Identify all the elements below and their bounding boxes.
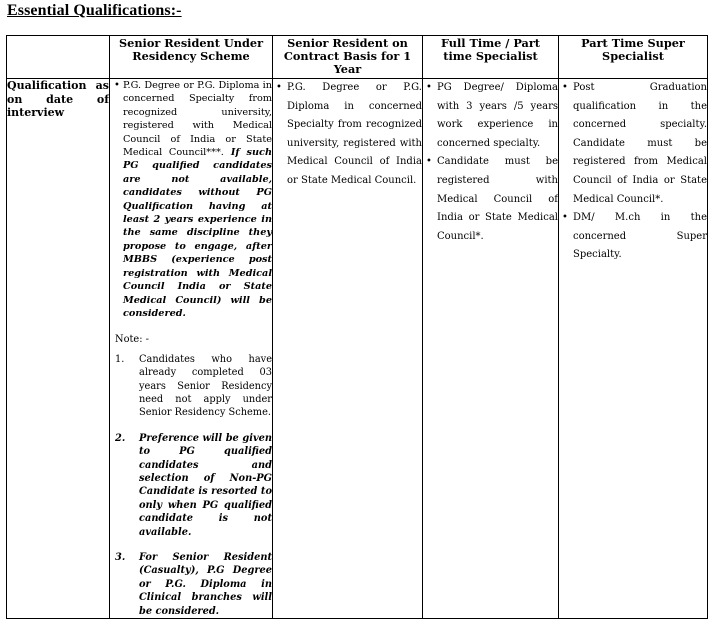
header-empty-cell xyxy=(7,36,110,79)
list-item: • P.G. Degree or P.G. Diploma in concerned Specialty from recognized university, registered with Medical Council of India or State Medical Council. xyxy=(273,79,422,191)
note-section xyxy=(110,333,272,618)
cell-specialist xyxy=(423,79,559,619)
list-item xyxy=(115,551,272,618)
table-row xyxy=(7,79,708,619)
cell-contract-basis xyxy=(273,79,423,619)
list-item xyxy=(115,353,272,420)
bullet-list xyxy=(559,79,707,265)
note-text: Preference will be given to PG qualified candidates and selection of Non-PG Candidate is resorted to only when PG qualified candidate is not available. xyxy=(139,432,272,538)
cell-super-specialist xyxy=(559,79,708,619)
table-header-row xyxy=(7,36,708,79)
note-list xyxy=(115,353,272,618)
bullet-plain-text: P.G. Degree or P.G. Diploma in concerned Specialty from recognized university, registered with Medical Council of India or State Medical Council***. xyxy=(123,80,272,159)
qualifications-table xyxy=(6,35,708,619)
list-item: • PG Degree/ Diploma with 3 years /5 years work experience in concerned specialty. xyxy=(423,79,558,153)
header-senior-resident-residency: Senior Resident Under Residency Scheme xyxy=(110,36,273,79)
bullet-bold-text: If such PG qualified candidates are not available, candidates without PG Qualification having at least 2 years experience in the same discipline they propose to engage, after MBBS (experience post registration with Medical Council India or State Medical Council) will be considered. xyxy=(123,147,272,319)
header-full-part-time-specialist: Full Time / Part time Specialist xyxy=(423,36,559,79)
note-number: 2. xyxy=(115,432,126,444)
bullet-list xyxy=(110,79,272,320)
list-item xyxy=(110,79,272,320)
header-senior-resident-contract: Senior Resident on Contract Basis for 1 Year xyxy=(273,36,423,79)
list-item: • DM/ M.ch in the concerned Super Specialty. xyxy=(559,209,707,265)
note-text: For Senior Resident (Casualty), P.G Degree or P.G. Diploma in Clinical branches will be considered. xyxy=(139,552,272,617)
page-heading: Essential Qualifications:- xyxy=(7,2,182,19)
note-number: 1. xyxy=(115,353,125,365)
list-item: • Post Graduation qualification in the concerned specialty. Candidate must be registered from Medical Council of India or State Medical Council*. xyxy=(559,79,707,209)
cell-residency-scheme xyxy=(110,79,273,619)
note-number: 3. xyxy=(115,552,126,563)
bullet-list xyxy=(273,79,422,191)
header-part-time-super-specialist: Part Time Super Specialist xyxy=(559,36,708,79)
note-label: Note: - xyxy=(115,334,149,346)
bullet-list xyxy=(423,79,558,246)
row-label: Qualification as on date of interview xyxy=(7,79,110,619)
list-item: • Candidate must be registered with Medical Council of India or State Medical Council*. xyxy=(423,153,558,246)
list-item xyxy=(115,432,272,539)
note-text: Candidates who have already completed 03 years Senior Residency need not apply under Senior Residency Scheme. xyxy=(139,353,272,419)
